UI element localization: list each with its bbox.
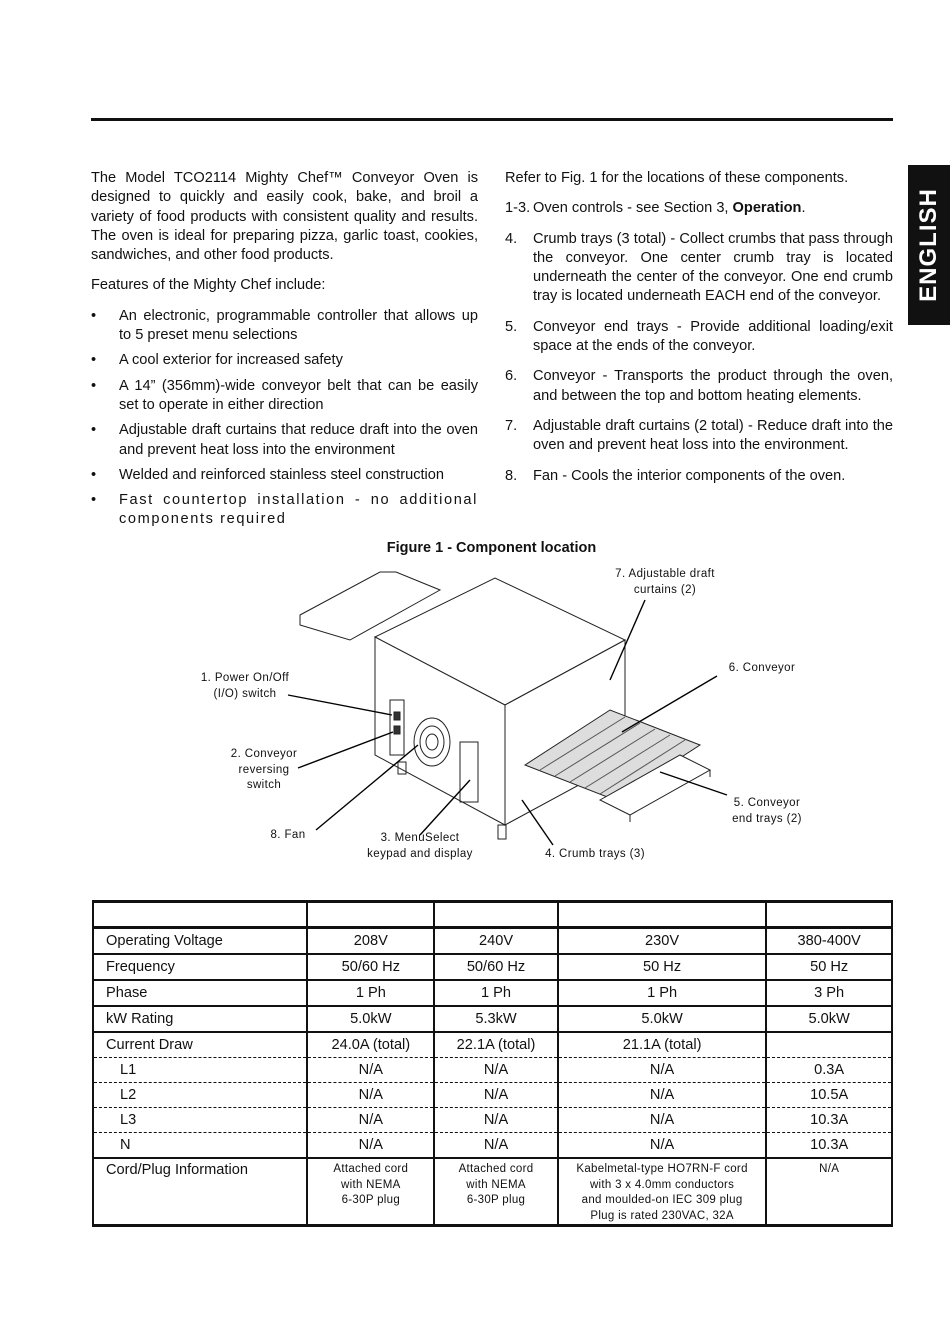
callout-text: 3. MenuSelect (380, 832, 460, 844)
callout-end-trays (722, 796, 812, 827)
cell: 50 Hz (558, 954, 766, 980)
callout-text: keypad and display (367, 847, 473, 860)
features-heading: Features of the Mighty Chef include: (91, 277, 326, 294)
callout-power-switch (190, 671, 300, 702)
electrical-specs-table (92, 900, 893, 1227)
cord-line: with NEMA (341, 1178, 401, 1191)
cord-cell (434, 1158, 558, 1226)
callout-text: switch (246, 779, 282, 791)
cell: 5.0kW (307, 1006, 434, 1032)
feature-item: • An electronic, programmable controller that allows up to 5 preset menu selections (91, 307, 478, 346)
cell: 230V (558, 928, 766, 955)
cell: N/A (558, 1058, 766, 1083)
cell: 24.0A (total) (307, 1032, 434, 1058)
row-label: L2 (93, 1083, 307, 1108)
feature-item: • A cool exterior for increased safety (91, 351, 478, 370)
cell: N/A (558, 1133, 766, 1159)
cell: 5.0kW (558, 1006, 766, 1032)
row-label: N (93, 1133, 307, 1159)
cell: 5.0kW (766, 1006, 892, 1032)
cord-line: Kabelmetal-type HO7RN-F cord (576, 1163, 748, 1175)
cell (766, 1032, 892, 1058)
cell: N/A (307, 1058, 434, 1083)
item-number: 7. (505, 417, 518, 434)
cell: 1 Ph (434, 980, 558, 1006)
cord-line: N/A (819, 1163, 840, 1175)
cell: 1 Ph (307, 980, 434, 1006)
cell: 50/60 Hz (434, 954, 558, 980)
callout-crumb-trays: 4. Crumb trays (3) (545, 848, 645, 860)
cell: 22.1A (total) (434, 1032, 558, 1058)
header-cell (558, 902, 766, 928)
cell: 10.5A (766, 1083, 892, 1108)
table-row (93, 1108, 892, 1133)
table-row (93, 1058, 892, 1083)
table-row (93, 928, 892, 955)
item-text-end: . (801, 200, 806, 217)
table-row (93, 1083, 892, 1108)
cell: N/A (434, 1083, 558, 1108)
callout-draft-curtains (600, 567, 730, 598)
header-cell (93, 902, 307, 928)
row-label: L3 (93, 1108, 307, 1133)
cell: N/A (558, 1108, 766, 1133)
cell: 0.3A (766, 1058, 892, 1083)
table-row-cord-plug (93, 1158, 892, 1226)
table-row (93, 1006, 892, 1032)
cord-line: and moulded-on IEC 309 plug (581, 1194, 743, 1206)
cord-line: Attached cord (333, 1163, 409, 1175)
callout-text: 1. Power On/Off (200, 672, 290, 684)
item-number: 5. (505, 318, 518, 335)
section-reference: Operation (732, 200, 802, 217)
cord-line: Attached cord (458, 1163, 534, 1175)
cord-cell (558, 1158, 766, 1226)
cell: 5.3kW (434, 1006, 558, 1032)
power-switch (394, 712, 400, 720)
cell: 10.3A (766, 1133, 892, 1159)
reversing-switch (394, 726, 400, 734)
cord-line: Plug is rated 230VAC, 32A (590, 1209, 734, 1222)
item-number: 6. (505, 368, 518, 385)
table-row (93, 954, 892, 980)
cord-cell (307, 1158, 434, 1226)
cell: N/A (434, 1108, 558, 1133)
callout-text: reversing (238, 763, 290, 776)
row-label: Phase (93, 980, 307, 1006)
table-row (93, 1133, 892, 1159)
cord-line: 6-30P plug (466, 1194, 526, 1206)
callout-text: curtains (2) (633, 583, 697, 596)
table-header-row (93, 902, 892, 928)
row-label: Frequency (93, 954, 307, 980)
callout-fan: 8. Fan (270, 829, 306, 841)
cord-line: with 3 x 4.0mm conductors (589, 1178, 735, 1191)
cell: 50/60 Hz (307, 954, 434, 980)
item-text: Conveyor - Transports the product through the oven, and between the top and bottom heating elements. (533, 368, 893, 404)
cell: 1 Ph (558, 980, 766, 1006)
callout-reversing-switch (212, 747, 316, 794)
header-cell (434, 902, 558, 928)
item-text: Fan - Cools the interior components of the oven. (533, 467, 846, 484)
cord-line: 6-30P plug (341, 1194, 401, 1206)
feature-item: • Welded and reinforced stainless steel construction (91, 466, 478, 485)
cell: 3 Ph (766, 980, 892, 1006)
oven-leg (498, 825, 506, 839)
item-text: Crumb trays (3 total) - Collect crumbs that pass through the conveyor. One center crumb tray is located underneath the center of the conveyor. One end crumb tray is located underneath EACH end of the conveyor. (533, 230, 893, 305)
cell: N/A (307, 1133, 434, 1159)
item-text: Adjustable draft curtains (2 total) - Reduce draft into the oven and prevent heat loss into the environment. (533, 417, 893, 454)
table-row (93, 1032, 892, 1058)
cell: 21.1A (total) (558, 1032, 766, 1058)
header-cell (307, 902, 434, 928)
callout-text: 5. Conveyor (733, 797, 801, 809)
item-number: 4. (505, 230, 518, 247)
cell: 208V (307, 928, 434, 955)
cell: N/A (307, 1083, 434, 1108)
row-label: kW Rating (93, 1006, 307, 1032)
cell: N/A (434, 1133, 558, 1159)
callout-text: 7. Adjustable draft (615, 568, 715, 580)
callout-menuselect (350, 831, 490, 862)
refer-paragraph: Refer to Fig. 1 for the locations of these components. (505, 170, 849, 186)
row-label: Operating Voltage (93, 928, 307, 955)
language-tab-label: ENGLISH (915, 188, 942, 302)
callout-text: end trays (2) (732, 812, 802, 825)
cell: 50 Hz (766, 954, 892, 980)
cell: N/A (558, 1083, 766, 1108)
callout-text: 2. Conveyor (230, 748, 298, 760)
cell: 10.3A (766, 1108, 892, 1133)
item-number: 8. (505, 467, 518, 484)
cell: 380-400V (766, 928, 892, 955)
feature-item: • Adjustable draft curtains that reduce draft into the oven and prevent heat loss into the environment (91, 421, 478, 460)
cord-cell (766, 1158, 892, 1226)
table-row (93, 980, 892, 1006)
row-label: Cord/Plug Information (93, 1158, 307, 1226)
row-label: Current Draw (93, 1032, 307, 1058)
item-number: 1-3. (505, 200, 531, 217)
cord-line: with NEMA (466, 1178, 526, 1191)
callout-conveyor: 6. Conveyor (728, 662, 796, 674)
intro-paragraph: The Model TCO2114 Mighty Chef™ Conveyor Oven is designed to quickly and easily cook, bake, and broil a variety of food products with consistent quality and results. The oven is ideal for preparing pizza, garlic toast, cookies, sandwiches, and other food products. (91, 170, 478, 264)
callout-text: (I/O) switch (213, 687, 277, 700)
figure-title: Figure 1 - Component location (386, 540, 597, 556)
row-label: L1 (93, 1058, 307, 1083)
feature-item: • A 14” (356mm)-wide conveyor belt that can be easily set to operate in either direction (91, 377, 478, 416)
item-text: Oven controls - see Section 3, (533, 200, 733, 217)
feature-item: • Fast countertop installation - no additional components required (91, 491, 478, 530)
cell: N/A (434, 1058, 558, 1083)
item-text: Conveyor end trays - Provide additional loading/exit space at the ends of the conveyor. (533, 318, 893, 355)
cell: N/A (307, 1108, 434, 1133)
cell: 240V (434, 928, 558, 955)
header-cell (766, 902, 892, 928)
